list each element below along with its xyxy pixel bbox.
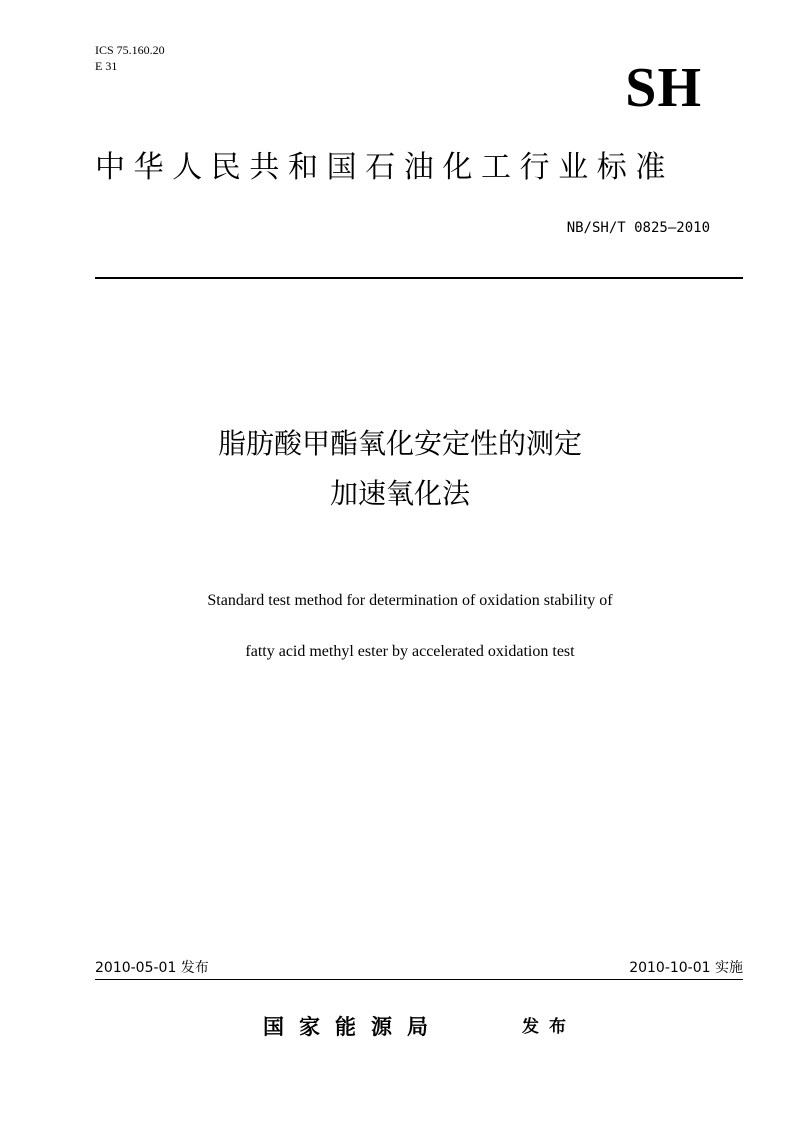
ics-code: ICS 75.160.20 xyxy=(95,43,165,57)
chinese-title-line-1: 脂肪酸甲酯氧化安定性的测定 xyxy=(217,427,582,460)
issuing-authority: 国家能源局 xyxy=(263,1014,443,1039)
bottom-divider xyxy=(95,979,743,980)
industry-standard-title: 中华人民共和国石油化工行业标准 xyxy=(95,150,674,185)
implementation-date: 2010-10-01 实施 xyxy=(629,960,743,976)
ccs-code: E 31 xyxy=(95,59,118,73)
chinese-title-line-2: 加速氧化法 xyxy=(329,477,470,510)
issue-date: 2010-05-01 发布 xyxy=(95,960,209,976)
english-title-line-2: fatty acid methyl ester by accelerated oxidation test xyxy=(245,643,575,660)
issue-label: 发布 xyxy=(522,1017,576,1037)
sh-logo: SH xyxy=(625,57,702,119)
top-divider xyxy=(95,277,743,279)
english-title-line-1: Standard test method for determination of oxidation stability of xyxy=(207,592,613,609)
standard-number: NB/SH/T 0825—2010 xyxy=(566,220,710,236)
